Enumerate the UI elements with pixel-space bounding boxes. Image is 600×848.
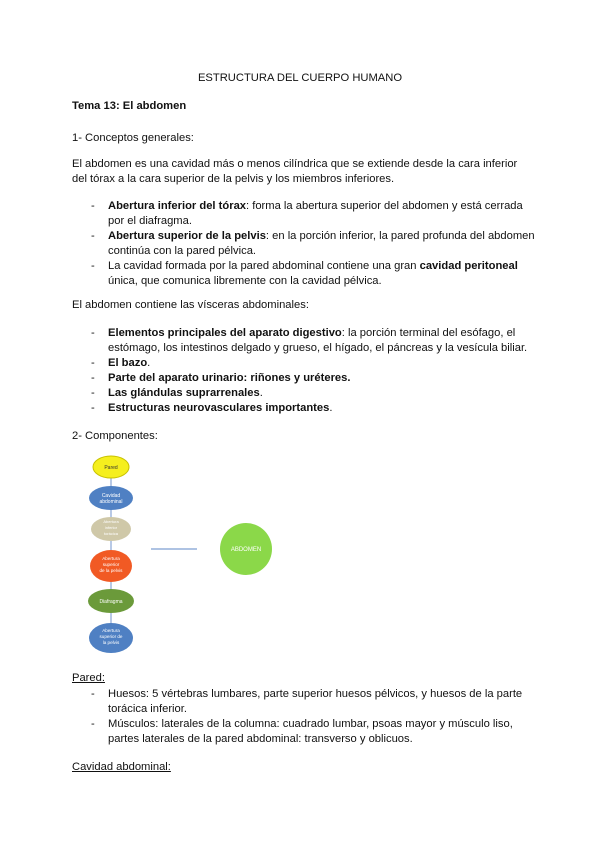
diagram-node [90, 550, 132, 582]
list-item-text: La cavidad formada por la pared abdominal contiene una gran [108, 260, 420, 272]
list-item-bold: Estructuras neurovasculares importantes [108, 402, 330, 414]
list-item-bold: Las glándulas suprarrenales [108, 387, 260, 399]
list-item-text: . [147, 357, 151, 369]
list-item-bold: El bazo [108, 357, 148, 369]
list-item-text: : la porción terminal del esófago, el estómago, los intestinos delgado y grueso, el hígado, el páncreas y la vesícula biliar. [108, 327, 528, 354]
list-dash: - [91, 200, 95, 212]
list-item: Músculos: laterales de la columna: cuadrado lumbar, psoas mayor y músculo liso, partes laterales de la pared abdominal: transverso y oblicuos. [108, 718, 513, 745]
node-label: Cavidad [101, 493, 121, 499]
list-dash: - [91, 387, 95, 399]
section-title-components: 2- Componentes: [72, 430, 158, 442]
list-dash: - [91, 718, 95, 730]
node-label: la pelvis [102, 640, 120, 645]
diagram-node [88, 589, 134, 613]
node-label: Abertura [102, 628, 120, 633]
diagram-node [89, 623, 133, 653]
intro-line-2: del tórax a la cara superior de la pelvis y los miembros inferiores. [72, 173, 395, 185]
list-item-bold: Abertura superior de la pelvis [108, 230, 266, 242]
list-item-text: . [329, 402, 333, 414]
list-item-bold: cavidad peritoneal [419, 260, 518, 272]
viscera-intro: El abdomen contiene las vísceras abdominales: [72, 299, 309, 311]
list-item-text: única, que comunica libremente con la cavidad pélvica. [108, 275, 382, 287]
list-dash: - [91, 402, 95, 414]
list-item: Huesos: 5 vértebras lumbares, parte superior huesos pélvicos, y huesos de la parte torácica inferior. [108, 688, 523, 715]
node-label: superior de [99, 634, 123, 639]
node-label: Abertura [102, 556, 120, 561]
list-item-bold: Parte del aparato urinario: riñones y uréteres. [108, 372, 351, 384]
list-dash: - [91, 327, 95, 339]
list-dash: - [91, 260, 95, 272]
document-title: ESTRUCTURA DEL CUERPO HUMANO [197, 72, 403, 84]
center-node-abdomen [220, 523, 272, 575]
diagram-node [89, 486, 133, 510]
list-item-text: : en la porción inferior, la pared profunda del abdomen continúa con la pared pélvica. [108, 230, 535, 257]
list-item-text: : forma la abertura superior del abdomen y está cerrada por el diafragma. [108, 200, 523, 227]
cavidad-heading: Cavidad abdominal: [72, 761, 171, 773]
list-dash: - [91, 688, 95, 700]
node-label: Diafragma [99, 599, 123, 605]
list-item-bold: Elementos principales del aparato digestivo [108, 327, 342, 339]
diagram-node [93, 456, 129, 478]
topic-heading: Tema 13: El abdomen [72, 100, 187, 112]
list-dash: - [91, 230, 95, 242]
node-label: abdominal [99, 499, 123, 505]
node-label: Pared [104, 465, 118, 471]
intro-line-1: El abdomen es una cavidad más o menos cilíndrica que se extiende desde la cara inferior [72, 158, 518, 170]
node-label: torácica [103, 531, 119, 536]
node-label: superior [102, 562, 120, 567]
list-item-bold: Abertura inferior del tórax [108, 200, 247, 212]
node-label: Abertura [103, 519, 119, 524]
node-label: inferior [104, 525, 118, 530]
diagram-node [91, 517, 131, 541]
pared-heading: Pared: [72, 672, 105, 684]
list-dash: - [91, 357, 95, 369]
section-title-concepts: 1- Conceptos generales: [72, 132, 194, 144]
center-node-label: ABDOMEN [230, 547, 262, 553]
list-dash: - [91, 372, 95, 384]
node-label: de la pelvis [99, 568, 123, 573]
list-item-text: . [259, 387, 263, 399]
